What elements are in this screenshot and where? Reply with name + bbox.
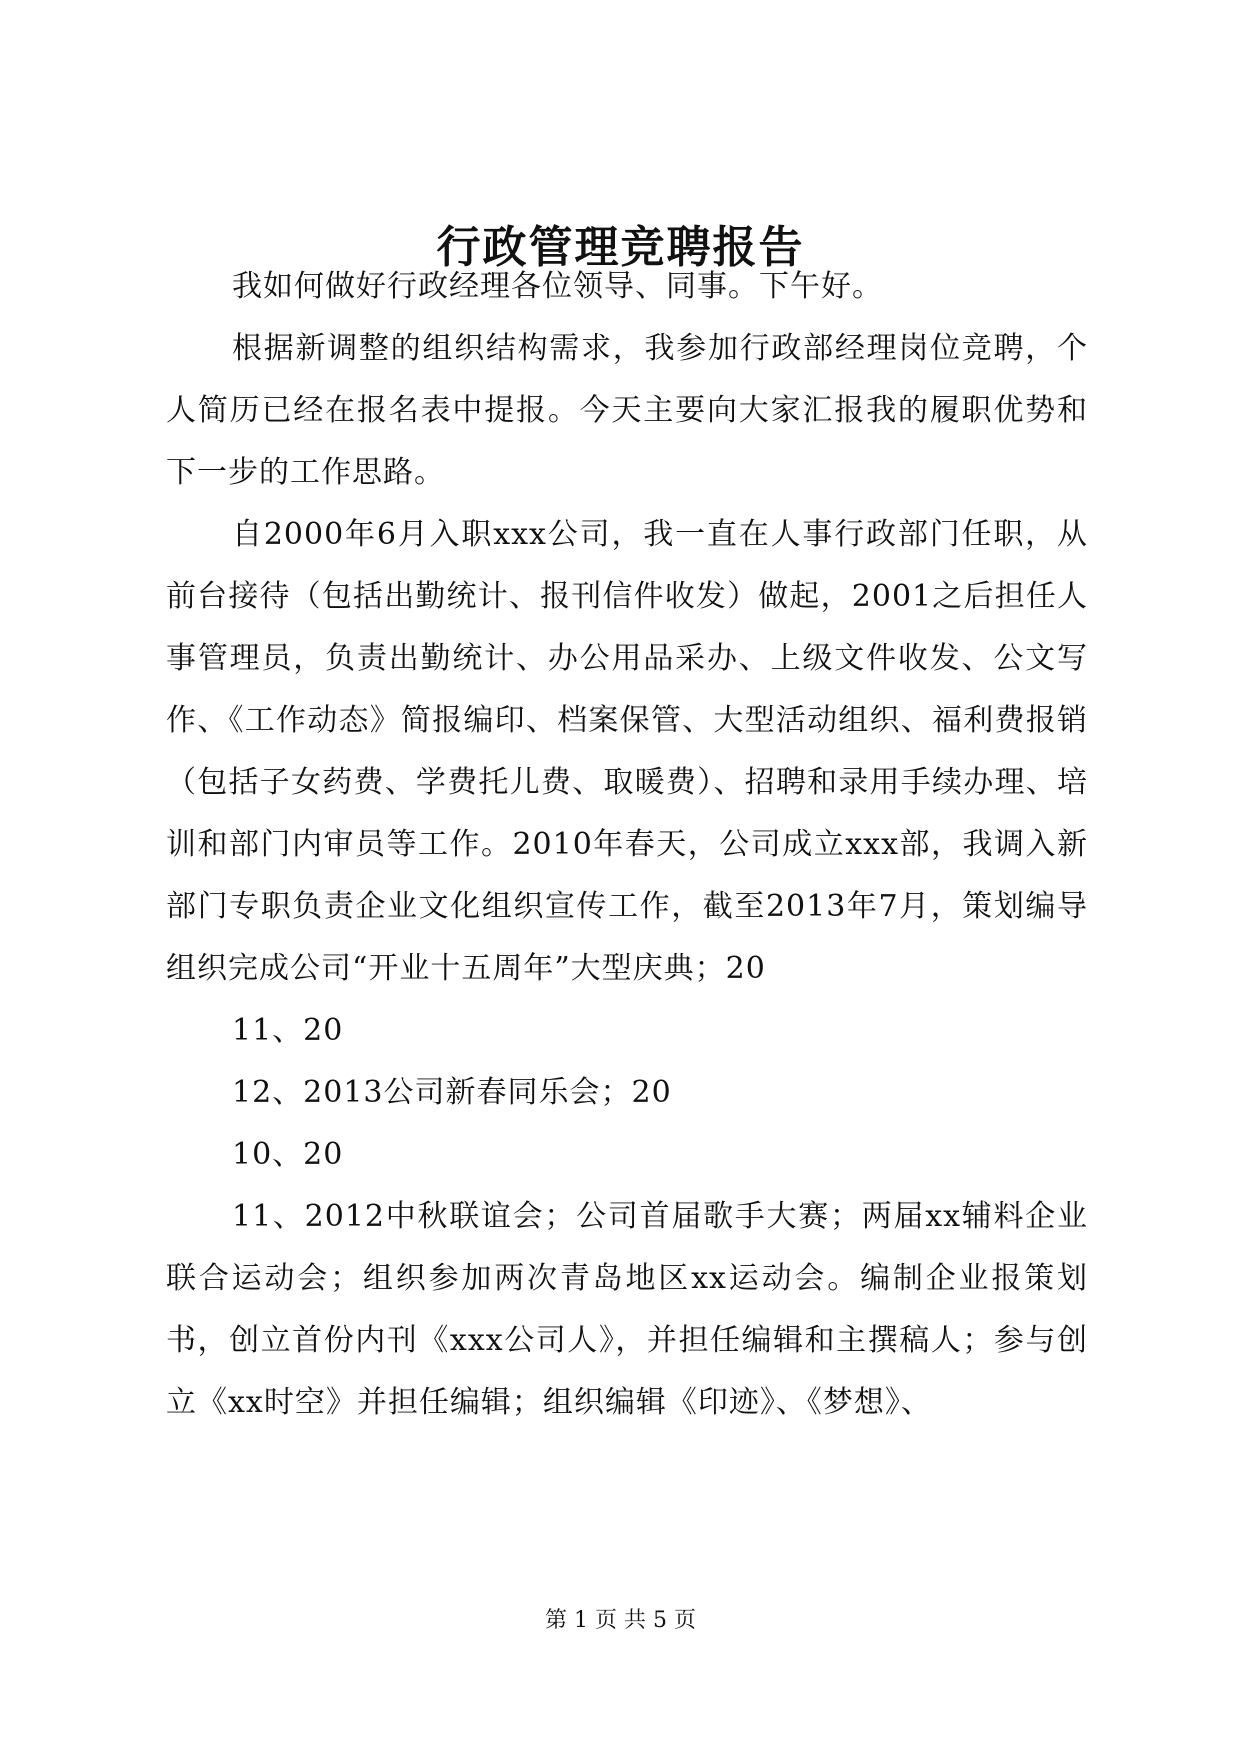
paragraph: 根据新调整的组织结构需求，我参加行政部经理岗位竞聘，个人简历已经在报名表中提报。今天主要向大家汇报我的履职优势和下一步的工作思路。 <box>166 331 1088 490</box>
paragraph: 10、20 <box>232 1137 344 1172</box>
document-title: 行政管理竞聘报告 <box>436 222 805 273</box>
paragraph: 我如何做好行政经理各位领导、同事。下午好。 <box>232 269 883 304</box>
page-number-footer: 第 1 页 共 5 页 <box>545 1608 696 1633</box>
paragraph: 11、2012中秋联谊会；公司首届歌手大赛；两届xx辅料企业联合运动会；组织参加两次青岛地区xx运动会。编制企业报策划书，创立首份内刊《xxx公司人》，并担任编辑和主撰稿人；参与创立《xx时空》并担任编辑；组织编辑《印迹》、《梦想》、 <box>166 1199 1088 1420</box>
paragraph: 12、2013公司新春同乐会；20 <box>232 1075 672 1110</box>
paragraph: 11、20 <box>232 1013 344 1048</box>
document-body <box>166 256 1088 1434</box>
paragraph: 自2000年6月入职xxx公司，我一直在人事行政部门任职，从前台接待（包括出勤统计、报刊信件收发）做起，2001之后担任人事管理员，负责出勤统计、办公用品采办、上级文件收发、公文写作、《工作动态》简报编印、档案保管、大型活动组织、福利费报销（包括子女药费、学费托儿费、取暖费）、招聘和录用手续办理、培训和部门内审员等工作。2010年春天，公司成立xxx部，我调入新部门专职负责企业文化组织宣传工作，截至2013年7月，策划编导组织完成公司“开业十五周年”大型庆典；20 <box>166 517 1088 986</box>
